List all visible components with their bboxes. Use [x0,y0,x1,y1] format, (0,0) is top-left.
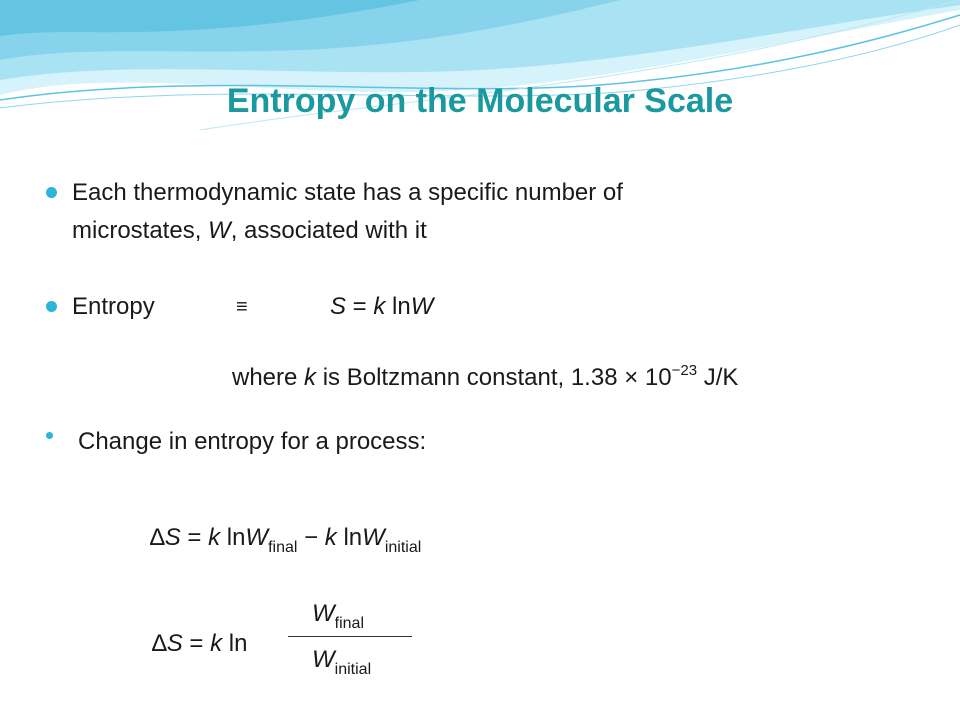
bullet-marker [46,187,57,198]
change-in-entropy-text: Change in entropy for a process: [78,428,427,455]
variable-w: W [208,217,231,244]
bullet-marker [46,301,57,312]
entropy-label: Entropy [72,293,155,320]
slide-title: Entropy on the Molecular Scale [226,82,734,120]
bullet-microstates-line1: Each thermodynamic state has a specific number of [72,179,623,206]
fraction-bar [288,636,412,637]
bullet-marker [46,432,53,439]
fraction-numerator: $W_{final}$ [312,600,365,632]
boltzmann-note: where k is Boltzmann constant, $1.38 \times 10^{-23}$ J/K [232,362,739,391]
equation-delta-s-difference: ∆S = k lnW$_{final}$ − k lnW$_{initial}$ [150,524,422,556]
entropy-formula: S = k lnW [330,293,434,320]
fraction-denominator: $W_{initial}$ [312,646,372,678]
bullet-microstates-line2: microstates, W, associated with it [72,217,427,244]
bullet-microstates [72,175,623,211]
equation-delta-s-ratio: ∆S = k ln [152,630,248,657]
equiv-symbol: ≡ [236,296,248,318]
